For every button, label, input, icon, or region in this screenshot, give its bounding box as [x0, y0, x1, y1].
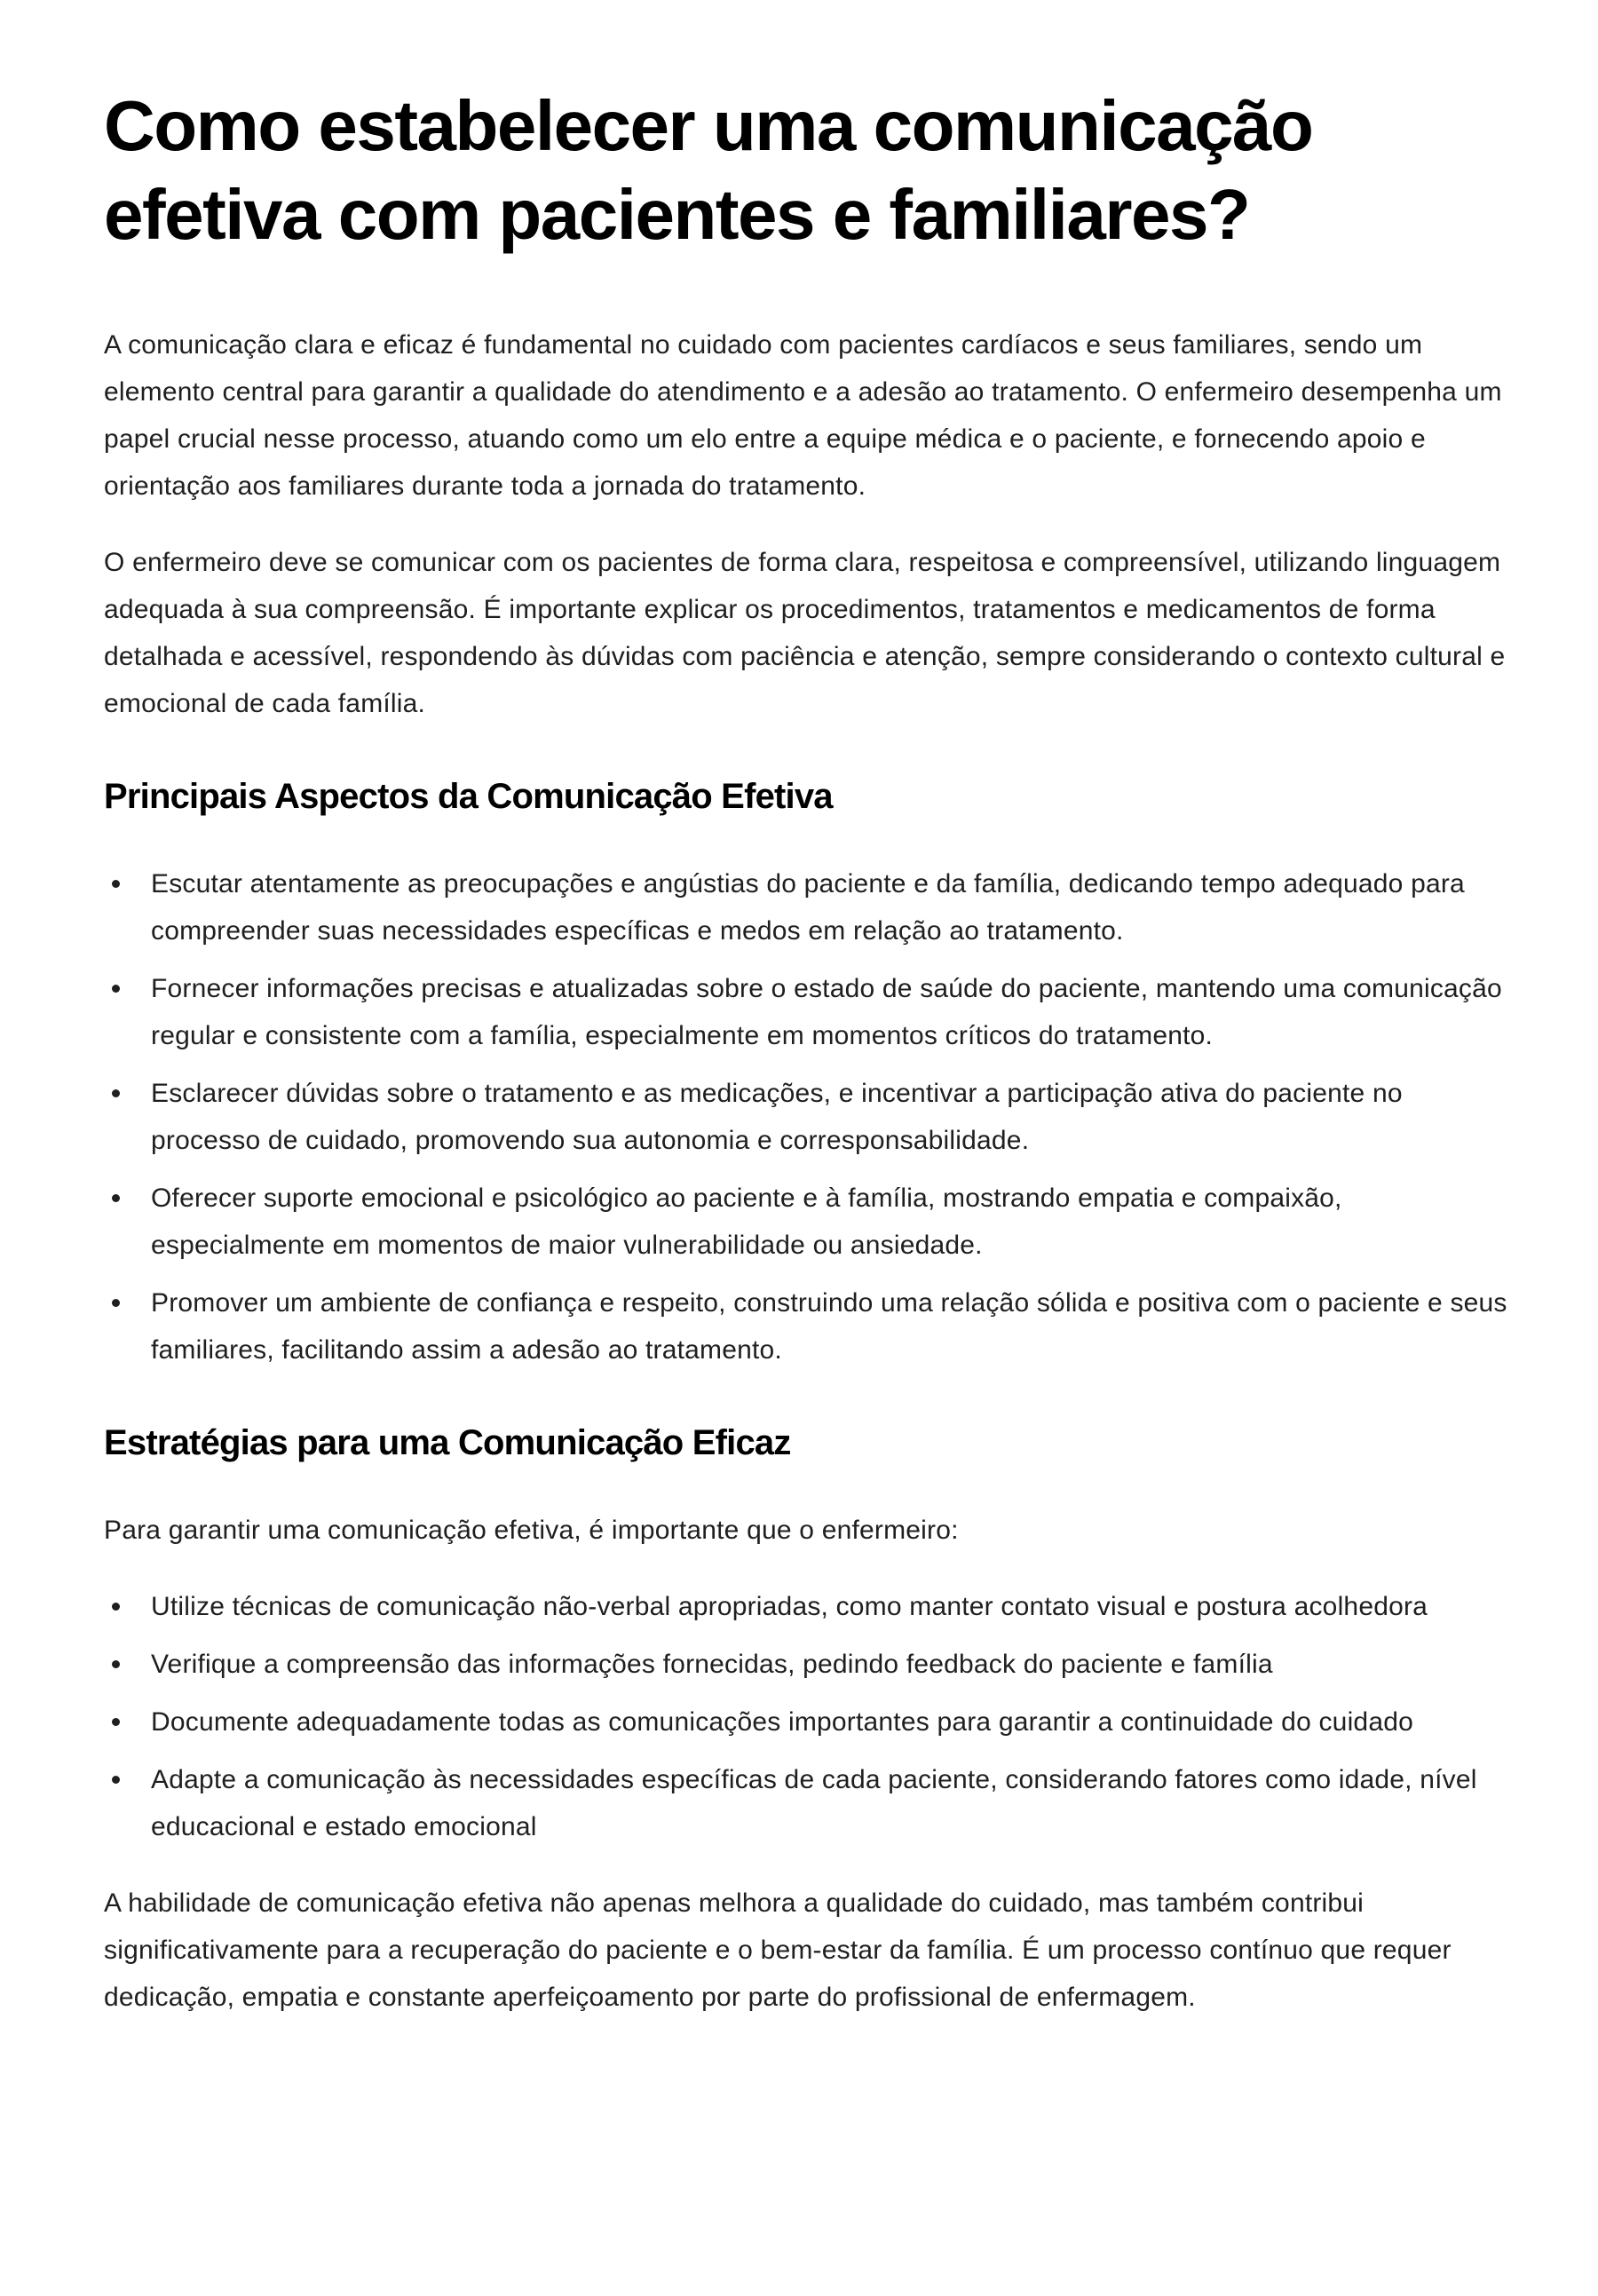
list-item	[104, 965, 1515, 1059]
article	[104, 82, 1515, 2050]
aspects-list	[104, 860, 1515, 1374]
bullet-icon	[112, 1776, 120, 1784]
list-item-text: Fornecer informações precisas e atualizadas sobre o estado de saúde do paciente, mantendo uma comunicação regular e consistente com a família, especialmente em momentos críticos do tratamento.	[151, 974, 1502, 1050]
list-item	[104, 1279, 1515, 1374]
strategies-list	[104, 1583, 1515, 1850]
list-item-text: Esclarecer dúvidas sobre o tratamento e as medicações, e incentivar a participação ativa do paciente no processo de cuidado, promovendo sua autonomia e corresponsabilidade.	[151, 1079, 1403, 1155]
bullet-icon	[112, 880, 120, 888]
section-heading-aspects: Principais Aspectos da Comunicação Efetiva	[104, 777, 833, 816]
list-item	[104, 1698, 1515, 1746]
bullet-icon	[112, 1718, 120, 1726]
list-item	[104, 860, 1515, 954]
bullet-icon	[112, 985, 120, 993]
intro-paragraph: A comunicação clara e eficaz é fundamental no cuidado com pacientes cardíacos e seus familiares, sendo um elemento central para garantir a qualidade do atendimento e a adesão ao tratamento. O enfermeiro desempenha um papel crucial nesse processo, atuando como um elo entre a equipe médica e o paciente, e fornecendo apoio e orientação aos familiares durante toda a jornada do tratamento.	[104, 330, 1502, 501]
list-item	[104, 1583, 1515, 1630]
conclusion-paragraph: A habilidade de comunicação efetiva não apenas melhora a qualidade do cuidado, mas também contribui significativamente para a recuperação do paciente e o bem-estar da família. É um processo contínuo que requer dedicação, empatia e constante aperfeiçoamento por parte do profissional de enfermagem.	[104, 1888, 1452, 2012]
list-item-text: Utilize técnicas de comunicação não-verbal apropriadas, como manter contato visual e postura acolhedora	[151, 1592, 1428, 1621]
bullet-icon	[112, 1660, 120, 1668]
section-heading-strategies: Estratégias para uma Comunicação Eficaz	[104, 1423, 791, 1462]
list-item-text: Promover um ambiente de confiança e respeito, construindo uma relação sólida e positiva com o paciente e seus familiares, facilitando assim a adesão ao tratamento.	[151, 1288, 1507, 1365]
list-item-text: Documente adequadamente todas as comunicações importantes para garantir a continuidade do cuidado	[151, 1707, 1413, 1737]
list-item-text: Oferecer suporte emocional e psicológico ao paciente e à família, mostrando empatia e compaixão, especialmente em momentos de maior vulnerabilidade ou ansiedade.	[151, 1184, 1342, 1260]
bullet-icon	[112, 1194, 120, 1202]
list-item	[104, 1175, 1515, 1269]
list-item	[104, 1641, 1515, 1688]
bullet-icon	[112, 1089, 120, 1097]
bullet-icon	[112, 1603, 120, 1611]
list-item	[104, 1070, 1515, 1164]
list-item-text: Adapte a comunicação às necessidades específicas de cada paciente, considerando fatores como idade, nível educacional e estado emocional	[151, 1765, 1477, 1841]
page-title: Como estabelecer uma comunicação efetiva com pacientes e familiares?	[104, 86, 1313, 254]
list-item	[104, 1756, 1515, 1850]
strategies-lead: Para garantir uma comunicação efetiva, é importante que o enfermeiro:	[104, 1516, 959, 1545]
bullet-icon	[112, 1299, 120, 1307]
list-item-text: Verifique a compreensão das informações fornecidas, pedindo feedback do paciente e família	[151, 1650, 1273, 1679]
intro-paragraph: O enfermeiro deve se comunicar com os pacientes de forma clara, respeitosa e compreensível, utilizando linguagem adequada à sua compreensão. É importante explicar os procedimentos, tratamentos e medicamentos de forma detalhada e acessível, respondendo às dúvidas com paciência e atenção, sempre considerando o contexto cultural e emocional de cada família.	[104, 548, 1506, 718]
list-item-text: Escutar atentamente as preocupações e angústias do paciente e da família, dedicando tempo adequado para compreender suas necessidades específicas e medos em relação ao tratamento.	[151, 869, 1465, 946]
